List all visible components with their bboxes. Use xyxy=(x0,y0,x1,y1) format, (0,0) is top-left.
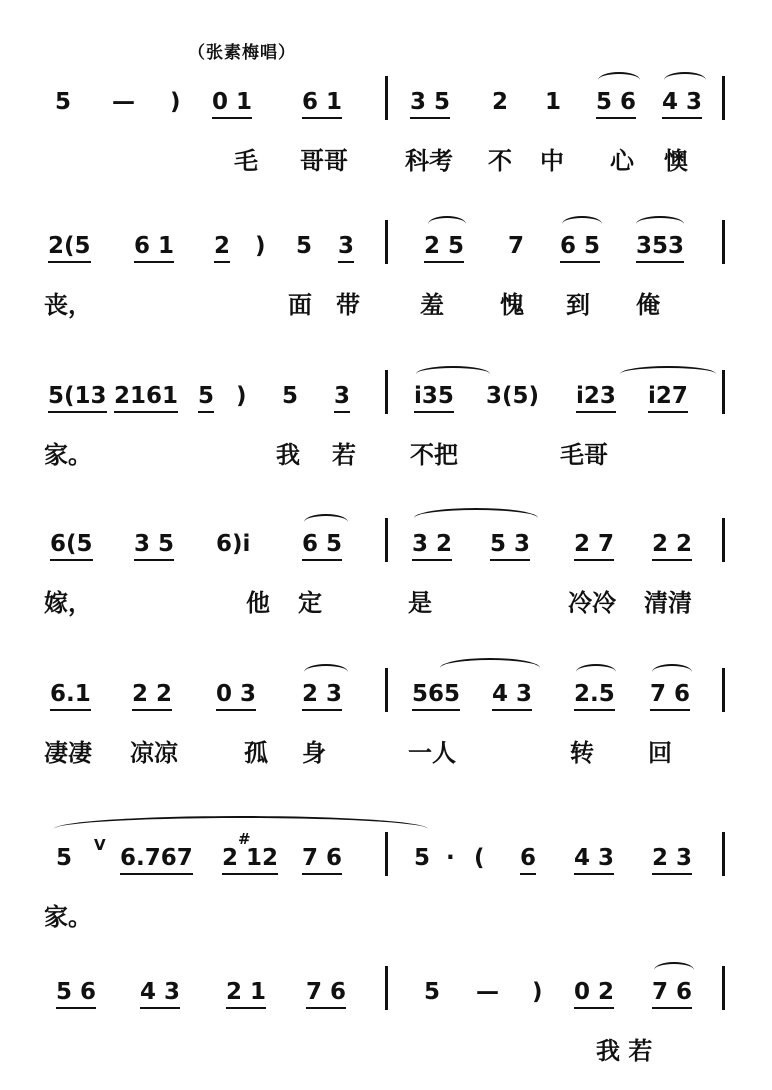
breath-mark: V xyxy=(94,836,106,854)
note-token: 6.1 xyxy=(50,680,91,711)
score-system-6 xyxy=(0,830,772,954)
note-token: 7 6 xyxy=(652,978,692,1009)
note-token: 0 1 xyxy=(212,88,252,119)
lyric: 我 若 xyxy=(596,1036,653,1065)
lyric: 冷冷 xyxy=(568,588,616,617)
lyric: 清清 xyxy=(644,588,692,617)
lyric: 家。 xyxy=(44,440,92,469)
note-token: 6 xyxy=(520,844,536,875)
note-token: 0 2 xyxy=(574,978,614,1009)
dash-token: — xyxy=(112,89,135,115)
bar-line xyxy=(385,832,388,876)
slur xyxy=(304,514,348,530)
lyric: 不把 xyxy=(410,440,458,469)
note-token: 7 6 xyxy=(302,844,342,875)
paren-token: ) xyxy=(170,89,181,115)
note-token: 353 xyxy=(636,232,684,263)
score-system-4 xyxy=(0,530,772,640)
lyric: 凉凉 xyxy=(130,738,178,767)
lyrics-line xyxy=(0,738,772,778)
lyric: 哥哥 xyxy=(300,146,348,175)
note-token: i35 xyxy=(414,382,454,413)
bar-line xyxy=(722,220,725,264)
lyric: 愧 xyxy=(500,290,524,319)
note-token: 6 1 xyxy=(302,88,342,119)
note-token: 5 6 xyxy=(56,978,96,1009)
slur xyxy=(440,658,540,678)
note-token: 0 3 xyxy=(216,680,256,711)
note-token: 2 3 xyxy=(652,844,692,875)
note-token: 7 xyxy=(508,233,525,259)
paren-token: ) xyxy=(532,979,543,1005)
note-token: 2.5 xyxy=(574,680,615,711)
note-token: 1 xyxy=(545,89,562,115)
paren-token: ) xyxy=(255,233,266,259)
lyric: 我 xyxy=(276,440,300,469)
note-token: 5 xyxy=(198,382,214,413)
note-token: 2 12 xyxy=(222,844,278,875)
lyric: 是 xyxy=(408,588,432,617)
lyrics-line xyxy=(0,290,772,330)
notation-line xyxy=(0,680,772,730)
lyric: 身 xyxy=(302,738,326,767)
score-system-3 xyxy=(0,382,772,492)
note-token: 3(5) xyxy=(486,383,540,409)
paren-token: ( xyxy=(474,845,485,871)
note-token: 5 xyxy=(414,845,431,871)
note-token: 6 1 xyxy=(134,232,174,263)
note-token: 7 6 xyxy=(306,978,346,1009)
note-token: 3 xyxy=(334,382,350,413)
bar-line xyxy=(722,832,725,876)
lyric: 不 xyxy=(488,146,512,175)
lyric: 面 xyxy=(288,290,312,319)
lyric: 若 xyxy=(332,440,356,469)
bar-line xyxy=(385,220,388,264)
lyric: 嫁， xyxy=(44,588,92,617)
lyrics-line xyxy=(0,588,772,628)
lyric: 家。 xyxy=(44,902,92,931)
note-token: 3 xyxy=(338,232,354,263)
paren-token: ) xyxy=(236,383,247,409)
slur xyxy=(416,366,490,382)
bar-line xyxy=(385,668,388,712)
note-token: 5 xyxy=(282,383,299,409)
score-system-7 xyxy=(0,978,772,1088)
note-token: 4 3 xyxy=(140,978,180,1009)
note-token: 6 5 xyxy=(560,232,600,263)
slur xyxy=(636,216,684,232)
bar-line xyxy=(385,370,388,414)
note-token: 4 3 xyxy=(662,88,702,119)
lyric: 科考 xyxy=(405,146,453,175)
notation-line xyxy=(0,232,772,282)
slur xyxy=(576,664,616,680)
note-token: 6(5 xyxy=(50,530,93,561)
note-token: 3 2 xyxy=(412,530,452,561)
score-system-5 xyxy=(0,680,772,790)
lyric: 到 xyxy=(566,290,590,319)
note-token: 3 5 xyxy=(410,88,450,119)
notation-line xyxy=(0,530,772,580)
note-token: 4 3 xyxy=(492,680,532,711)
note-token: 2 xyxy=(492,89,509,115)
lyric: 回 xyxy=(648,738,672,767)
score-system-1 xyxy=(0,88,772,198)
slur xyxy=(414,508,538,528)
note-token: 3 5 xyxy=(134,530,174,561)
notation-line xyxy=(0,978,772,1028)
lyric: 定 xyxy=(298,588,322,617)
lyric: 带 xyxy=(336,290,360,319)
dot-token: · xyxy=(446,845,455,871)
lyric: 他 xyxy=(246,588,270,617)
note-token: 565 xyxy=(412,680,460,711)
note-token: 2161 xyxy=(114,382,178,413)
lyrics-line xyxy=(0,902,772,942)
note-token: 2 7 xyxy=(574,530,614,561)
lyrics-line xyxy=(0,146,772,186)
note-token: 2 xyxy=(214,232,230,263)
note-token: 5(13 xyxy=(48,382,107,413)
note-token: 2(5 xyxy=(48,232,91,263)
bar-line xyxy=(722,966,725,1010)
note-token: 2 2 xyxy=(132,680,172,711)
slur xyxy=(562,216,602,232)
note-token: i27 xyxy=(648,382,688,413)
bar-line xyxy=(722,518,725,562)
sharp-sign: # xyxy=(238,830,251,848)
note-token: 4 3 xyxy=(574,844,614,875)
lyric: 懊 xyxy=(664,146,688,175)
note-token: 6.767 xyxy=(120,844,193,875)
lyric: 俺 xyxy=(636,290,660,319)
lyrics-line xyxy=(0,1036,772,1076)
lyric: 一人 xyxy=(408,738,456,767)
note-token: 5 xyxy=(56,845,73,871)
slur xyxy=(652,664,692,680)
lyric: 凄凄 xyxy=(44,738,92,767)
note-token: 2 1 xyxy=(226,978,266,1009)
lyric: 中 xyxy=(540,146,564,175)
note-token: 2 5 xyxy=(424,232,464,263)
slur xyxy=(654,962,694,978)
bar-line xyxy=(385,518,388,562)
note-token: 5 xyxy=(424,979,441,1005)
note-token: 6 5 xyxy=(302,530,342,561)
note-token: 5 xyxy=(296,233,313,259)
lyric: 丧， xyxy=(44,290,92,319)
slur xyxy=(664,72,706,88)
bar-line xyxy=(722,76,725,120)
slur xyxy=(428,216,466,232)
notation-line xyxy=(0,88,772,138)
singer-credit: （张素梅唱） xyxy=(188,43,296,63)
notation-line xyxy=(0,382,772,432)
bar-line xyxy=(722,370,725,414)
slur xyxy=(620,366,716,382)
lyric: 毛哥 xyxy=(560,440,608,469)
note-token: 5 xyxy=(55,89,72,115)
score-system-2 xyxy=(0,232,772,342)
dash-token: — xyxy=(476,979,499,1005)
bar-line xyxy=(385,966,388,1010)
lyric: 孤 xyxy=(244,738,268,767)
lyric: 毛 xyxy=(234,146,258,175)
lyric: 心 xyxy=(610,146,634,175)
note-token: i23 xyxy=(576,382,616,413)
lyric: 羞 xyxy=(420,290,444,319)
slur xyxy=(304,664,348,680)
note-token: 6)i xyxy=(216,531,251,557)
bar-line xyxy=(385,76,388,120)
note-token: 5 3 xyxy=(490,530,530,561)
lyrics-line xyxy=(0,440,772,480)
note-token: 2 2 xyxy=(652,530,692,561)
bar-line xyxy=(722,668,725,712)
note-token: 5 6 xyxy=(596,88,636,119)
slur xyxy=(598,72,640,88)
note-token: 7 6 xyxy=(650,680,690,711)
note-token: 2 3 xyxy=(302,680,342,711)
notation-line xyxy=(0,830,772,894)
lyric: 转 xyxy=(570,738,594,767)
